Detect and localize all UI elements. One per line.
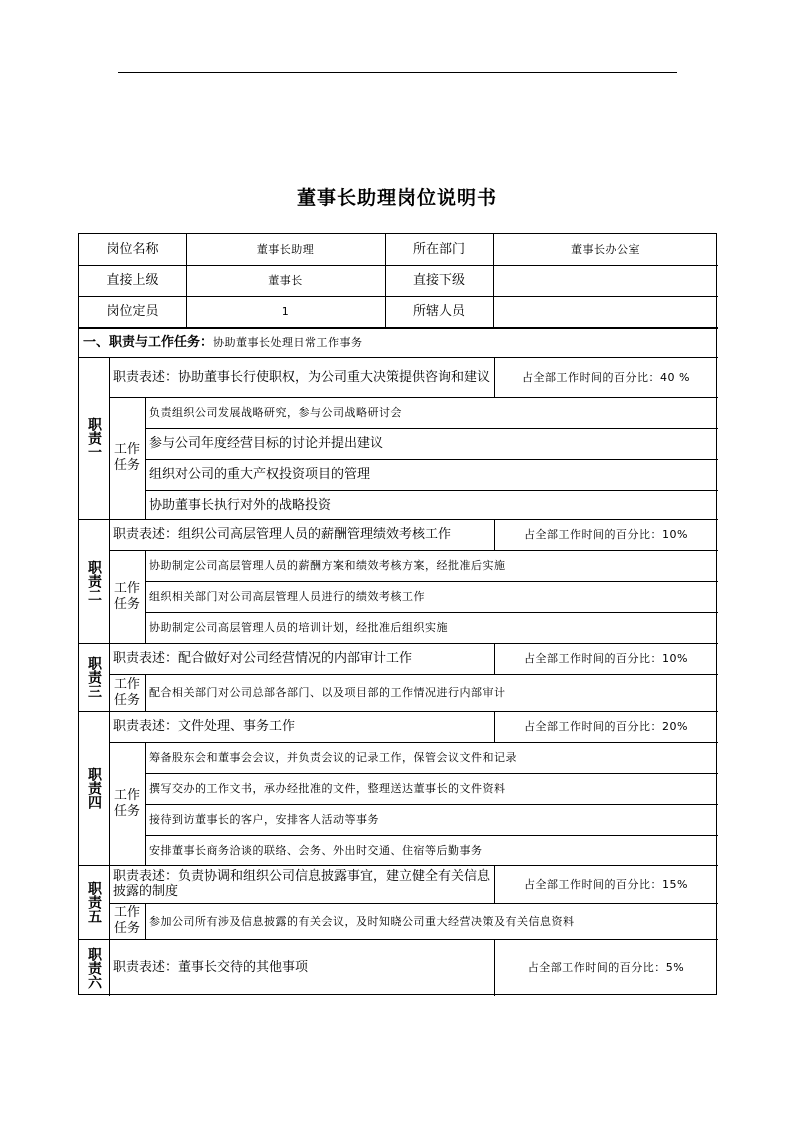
- duty-title: 职责三: [86, 656, 102, 698]
- task-item: 协助制定公司高层管理人员的培训计划，经批准后组织实施: [149, 621, 448, 634]
- duty-title: 职责一: [86, 417, 102, 459]
- task-label: 工作任务: [113, 442, 140, 473]
- duty-description: 职责表述：董事长交待的其他事项: [113, 960, 309, 975]
- task-item: 协助董事长执行对外的战略投资: [149, 497, 332, 513]
- duty-description: 职责表述：配合做好对公司经营情况的内部审计工作: [113, 651, 413, 666]
- managed-label: 所辖人员: [412, 304, 465, 319]
- duty-description: 职责表述：文件处理、事务工作: [113, 719, 296, 734]
- task-label: 工作任务: [113, 580, 140, 612]
- task-item: 接待到访董事长的客户，安排客人活动等事务: [149, 813, 379, 826]
- task-item: 负责组织公司发展战略研究，参与公司战略研讨会: [149, 406, 402, 419]
- task-item: 参加公司所有涉及信息披露的有关会议，及时知晓公司重大经营决策及有关信息资料: [149, 914, 575, 928]
- header-rule: [118, 72, 677, 73]
- time-ratio: 占全部工作时间的百分比：15%: [524, 877, 688, 891]
- task-item: 组织相关部门对公司高层管理人员进行的绩效考核工作: [149, 590, 425, 603]
- task-label: 工作任务: [113, 676, 140, 708]
- duty-title: 职责五: [86, 881, 102, 923]
- section-summary: 协助董事长处理日常工作事务: [213, 336, 363, 349]
- task-label: 工作任务: [113, 905, 140, 936]
- subordinate-value: [493, 265, 718, 296]
- subordinate-label: 直接下级: [412, 273, 465, 288]
- time-ratio: 占全部工作时间的百分比：10%: [524, 528, 688, 541]
- position-name-value: 董事长助理: [256, 243, 315, 256]
- task-item: 协助制定公司高层管理人员的薪酬方案和绩效考核方案，经批准后实施: [149, 559, 506, 572]
- document-title: 董事长助理岗位说明书: [296, 187, 497, 209]
- duty-description: 职责表述：协助董事长行使职权，为公司重大决策提供咨询和建议: [113, 369, 491, 385]
- duty-title: 职责六: [86, 946, 102, 989]
- section-heading: [79, 328, 718, 357]
- time-ratio: 占全部工作时间的百分比：5%: [527, 961, 685, 974]
- department-value: 董事长办公室: [571, 243, 640, 256]
- section-label: 一、职责与工作任务：: [83, 335, 214, 350]
- task-item: 配合相关部门对公司总部各部门、以及项目部的工作情况进行内部审计: [149, 686, 506, 699]
- duty-title: 职责四: [86, 767, 102, 809]
- headcount-label: 岗位定员: [106, 304, 159, 319]
- task-item: 筹备股东会和董事会会议，并负责会议的记录工作，保管会议文件和记录: [149, 751, 517, 764]
- time-ratio: 占全部工作时间的百分比：10%: [524, 652, 688, 665]
- time-ratio: 占全部工作时间的百分比：20%: [524, 720, 688, 733]
- task-item: 组织对公司的重大产权投资项目的管理: [149, 467, 371, 482]
- position-name-label: 岗位名称: [106, 242, 159, 257]
- duty-description: 职责表述：组织公司高层管理人员的薪酬管理绩效考核工作: [113, 527, 452, 542]
- duty-description: 职责表述：负责协调和组织公司信息披露事宜，建立健全有关信息披露的制度: [113, 869, 491, 899]
- task-item: 安排董事长商务洽谈的联络、会务、外出时交通、住宿等后勤事务: [149, 843, 483, 857]
- superior-label: 直接上级: [106, 273, 159, 288]
- superior-value: 董事长: [268, 274, 303, 287]
- task-item: 撰写交办的工作文书，承办经批准的文件，整理送达董事长的文件资料: [149, 782, 506, 795]
- headcount-value: 1: [281, 305, 290, 318]
- time-ratio: 占全部工作时间的百分比：40 %: [522, 370, 690, 384]
- duty-title: 职责二: [86, 560, 102, 602]
- task-label: 工作任务: [113, 787, 140, 819]
- department-label: 所在部门: [412, 242, 465, 257]
- task-item: 参与公司年度经营目标的讨论并提出建议: [149, 436, 384, 451]
- managed-value: [493, 296, 718, 327]
- job-description-table: [78, 233, 717, 995]
